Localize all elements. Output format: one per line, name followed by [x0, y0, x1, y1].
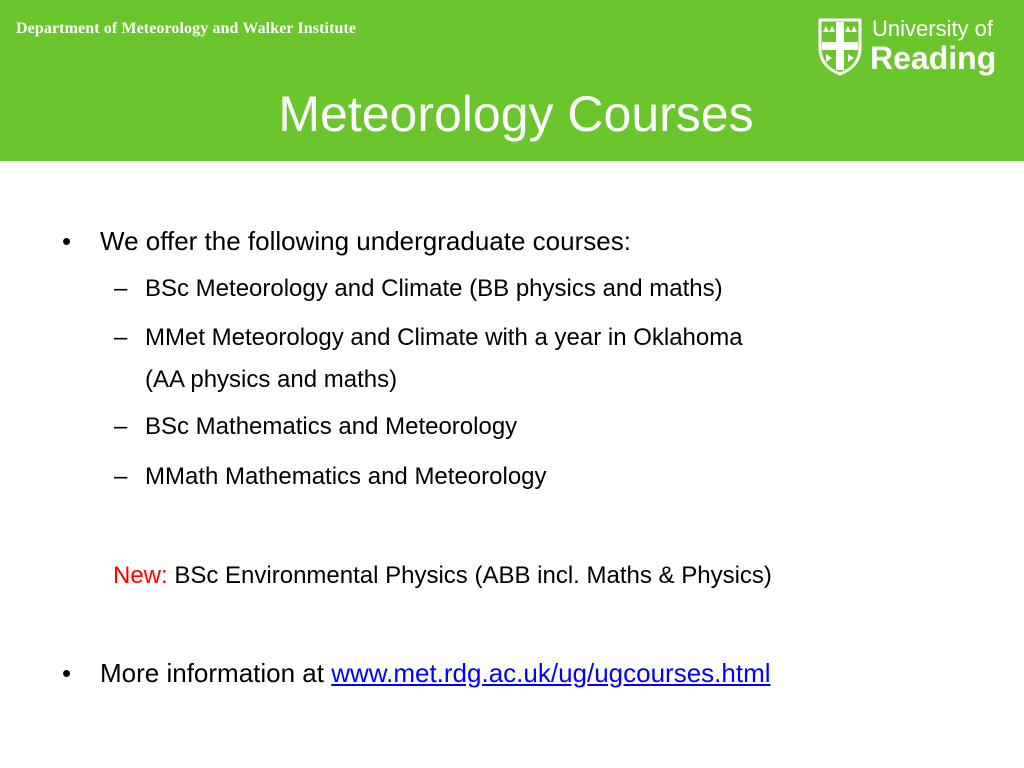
- dash-icon: –: [114, 463, 128, 490]
- more-info-text: More information at: [100, 658, 324, 688]
- slide-title: Meteorology Courses: [278, 86, 754, 142]
- new-course-text: BSc Environmental Physics (ABB incl. Maths & Physics): [174, 562, 772, 589]
- more-info-line: [100, 657, 771, 689]
- course-info-link[interactable]: www.met.rdg.ac.uk/ug/ugcourses.html: [331, 658, 771, 688]
- course-item: MMath Mathematics and Meteorology: [145, 463, 547, 490]
- dash-icon: –: [114, 275, 128, 302]
- bullet-icon: •: [62, 226, 72, 256]
- department-name: Department of Meteorology and Walker Institute: [16, 20, 357, 37]
- course-item: BSc Meteorology and Climate (BB physics and maths): [145, 275, 723, 302]
- dash-icon: –: [114, 413, 128, 440]
- new-label: New:: [113, 562, 168, 589]
- bullet-text: We offer the following undergraduate courses:: [100, 226, 631, 256]
- course-item: MMet Meteorology and Climate with a year in Oklahoma: [145, 324, 743, 351]
- logo-text-line1: University of: [872, 16, 994, 41]
- dash-icon: –: [114, 324, 128, 351]
- course-item-continued: (AA physics and maths): [145, 366, 398, 393]
- logo-text-line2: Reading: [870, 40, 997, 76]
- bullet-icon: •: [62, 658, 72, 688]
- course-item: BSc Mathematics and Meteorology: [145, 413, 518, 440]
- new-course-line: [113, 560, 772, 592]
